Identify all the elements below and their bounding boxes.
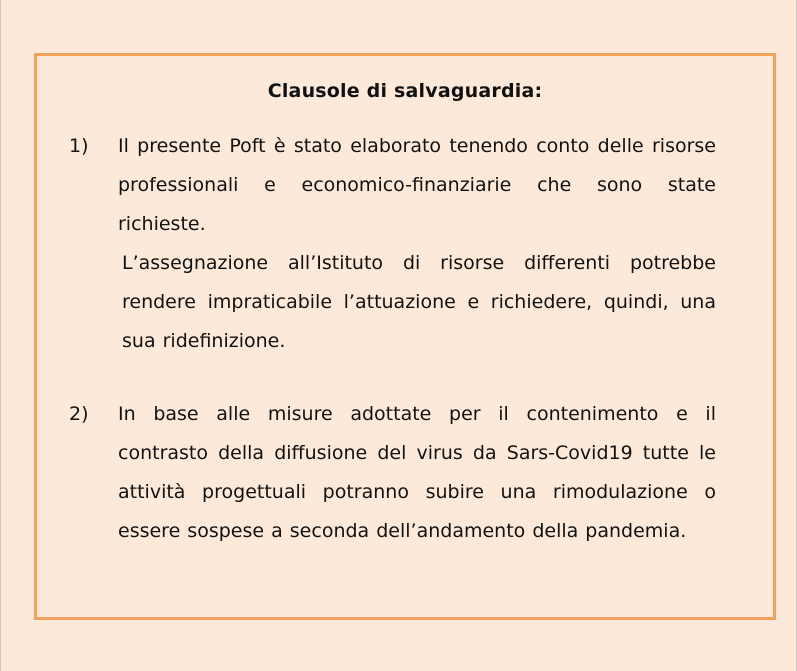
safeguard-clauses-box: [34, 53, 776, 620]
clause-1-paragraph-1: Il presente Poft è stato elaborato tenendo conto delle risorse professionali e economico-finanziarie che sono state richieste.: [118, 135, 716, 235]
clause-1-paragraph-2: L’assegnazione all’Istituto di risorse differenti potrebbe rendere impraticabile l’attuazione e richiedere, quindi, una sua ridefinizione.: [122, 252, 716, 352]
clause-2-paragraph-1: In base alle misure adottate per il contenimento e il contrasto della diffusione del virus da Sars-Covid19 tutte le attività progettuali potranno subire una rimodulazione o essere sospese a seconda dell’andamento della pandemia.: [118, 403, 716, 542]
clause-body-1: [118, 127, 716, 361]
clause-number-1: 1): [69, 135, 89, 157]
clause-number-2: 2): [69, 403, 89, 425]
clause-body-2: [118, 395, 716, 551]
clauses-title: Clausole di salvaguardia:: [267, 80, 543, 102]
